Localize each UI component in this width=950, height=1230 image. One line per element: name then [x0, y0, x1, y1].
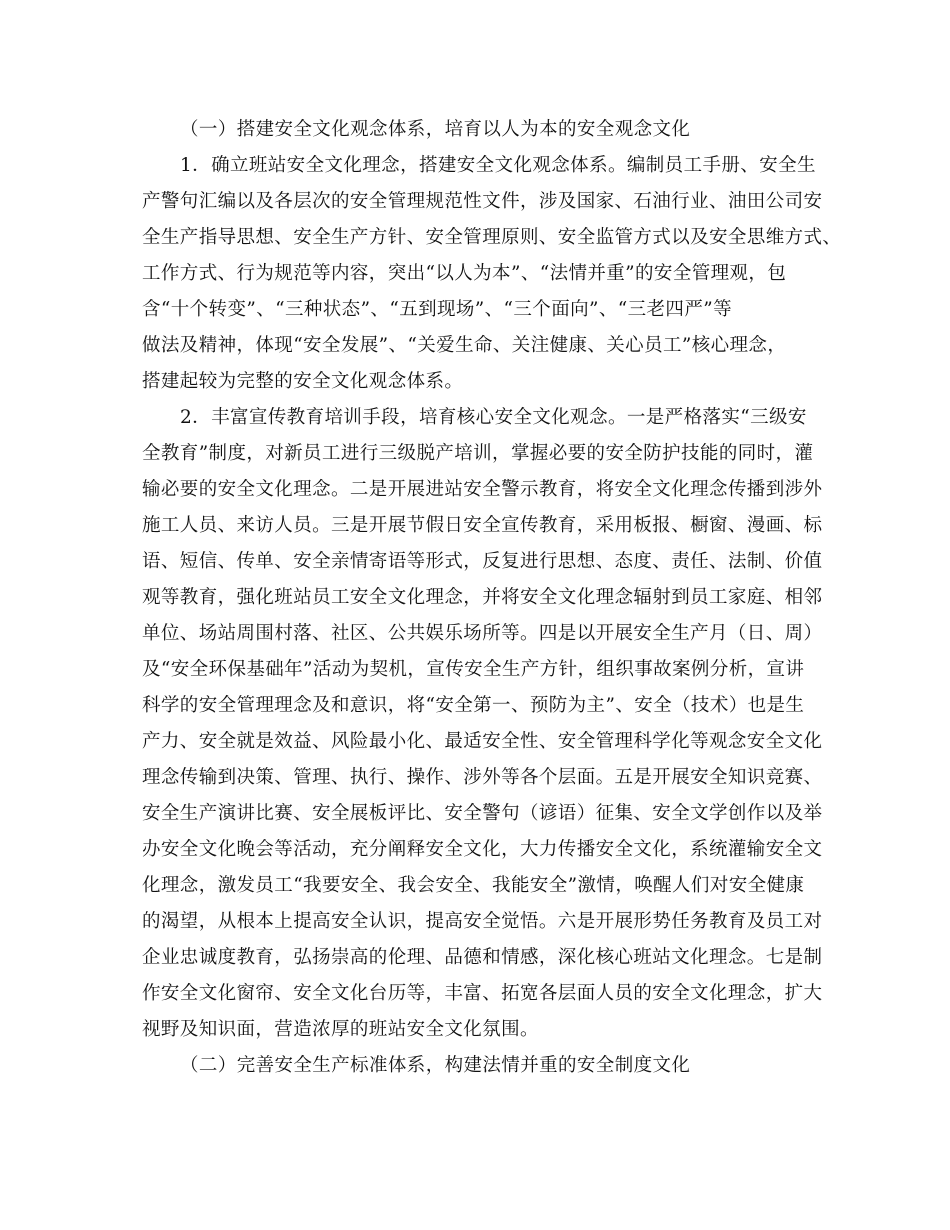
paragraph-2-line: 产力、安全就是效益、风险最小化、最适安全性、安全管理科学化等观念安全文化	[142, 731, 823, 752]
paragraph-2-line: 输必要的安全文化理念。二是开展进站安全警示教育，将安全文化理念传播到涉外	[142, 479, 823, 500]
paragraph-1-line: 1．确立班站安全文化理念，搭建安全文化观念体系。编制员工手册、安全生	[180, 155, 816, 176]
paragraph-2-line: 及“安全环保基础年”活动为契机，宣传安全生产方针，组织事故案例分析，宣讲	[142, 659, 805, 680]
paragraph-2-line: 视野及知识面，营造浓厚的班站安全文化氛围。	[142, 1019, 539, 1040]
paragraph-2-line: 理念传输到决策、管理、执行、操作、涉外等各个层面。五是开展安全知识竞赛、	[142, 767, 823, 788]
paragraph-2-line: 办安全文化晚会等活动，充分阐释安全文化，大力传播安全文化，系统灌输安全文	[142, 839, 823, 860]
paragraph-2-line: 企业忠诚度教育，弘扬崇高的伦理、品德和情感，深化核心班站文化理念。七是制	[142, 947, 823, 968]
paragraph-1-line: 工作方式、行为规范等内容，突出“以人为本”、“法情并重”的安全管理观，包	[142, 263, 787, 284]
paragraph-1-line: 做法及精神，体现“安全发展”、“关爱生命、关注健康、关心员工”核心理念，	[142, 335, 787, 356]
paragraph-2-line: 语、短信、传单、安全亲情寄语等形式，反复进行思想、态度、责任、法制、价值	[142, 551, 823, 572]
paragraph-2-line: 单位、场站周围村落、社区、公共娱乐场所等。四是以开展安全生产月（日、周）	[142, 623, 823, 644]
paragraph-2-line: 化理念，激发员工“我要安全、我会安全、我能安全”激情，唤醒人们对安全健康	[142, 875, 805, 896]
paragraph-2-line: 安全生产演讲比赛、安全展板评比、安全警句（谚语）征集、安全文学创作以及举	[142, 803, 823, 824]
paragraph-1-line: 搭建起较为完整的安全文化观念体系。	[142, 371, 464, 392]
paragraph-2-line: 作安全文化窗帘、安全文化台历等，丰富、拓宽各层面人员的安全文化理念，扩大	[142, 983, 823, 1004]
paragraph-1-line: 全生产指导思想、安全生产方针、安全管理原则、安全监管方式以及安全思维方式、	[142, 227, 842, 248]
paragraph-2-line: 的渴望，从根本上提高安全认识，提高安全觉悟。六是开展形势任务教育及员工对	[142, 911, 823, 932]
section-heading-2: （二）完善安全生产标准体系，构建法情并重的安全制度文化	[180, 1055, 691, 1076]
paragraph-2-line: 2．丰富宣传教育培训手段，培育核心安全文化观念。一是严格落实“三级安	[180, 407, 807, 428]
paragraph-2-line: 科学的安全管理理念及和意识，将“安全第一、预防为主”、安全（技术）也是生	[142, 695, 805, 716]
section-heading-1: （一）搭建安全文化观念体系，培育以人为本的安全观念文化	[180, 119, 691, 140]
paragraph-2-line: 全教育”制度，对新员工进行三级脱产培训，掌握必要的安全防护技能的同时，灌	[142, 443, 814, 464]
paragraph-2-line: 观等教育，强化班站员工安全文化理念，并将安全文化理念辐射到员工家庭、相邻	[142, 587, 823, 608]
paragraph-1-line: 产警句汇编以及各层次的安全管理规范性文件，涉及国家、石油行业、油田公司安	[142, 191, 823, 212]
paragraph-2-line: 施工人员、来访人员。三是开展节假日安全宣传教育，采用板报、橱窗、漫画、标	[142, 515, 823, 536]
paragraph-1-line: 含“十个转变”、“三种状态”、“五到现场”、“三个面向”、“三老四严”等	[142, 299, 732, 320]
